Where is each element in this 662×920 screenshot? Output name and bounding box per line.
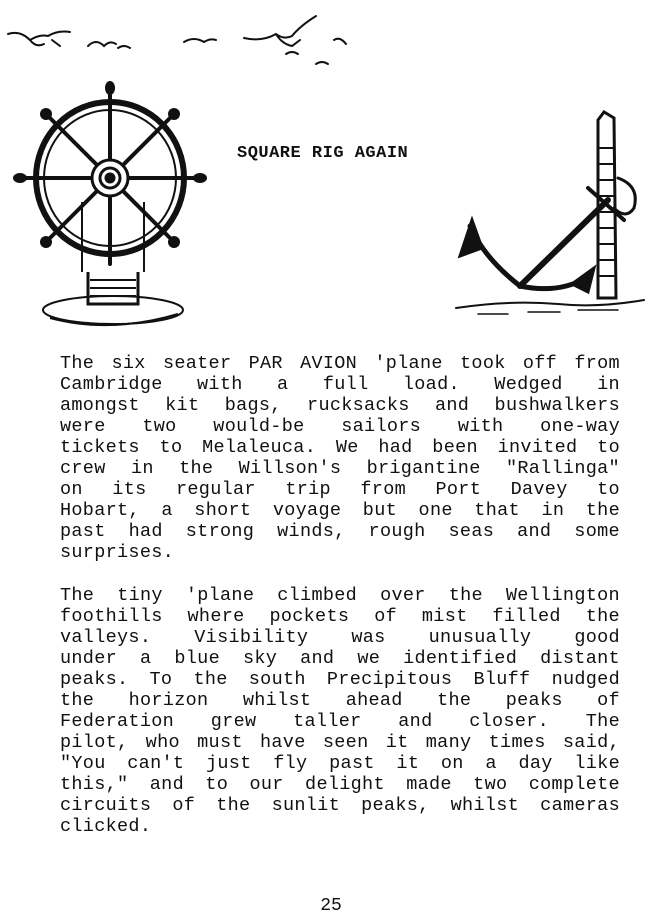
- paragraph-2-line: [60, 627, 620, 648]
- word: seater: [162, 353, 232, 374]
- word: and: [149, 774, 184, 795]
- word: delight: [305, 774, 385, 795]
- word: south: [248, 669, 306, 690]
- word: and: [398, 711, 433, 732]
- word: just: [205, 753, 252, 774]
- word: a: [485, 753, 497, 774]
- paragraph-2-line: [60, 711, 620, 732]
- paragraph-2-line: [60, 669, 620, 690]
- article-title: SQUARE RIG AGAIN: [237, 144, 409, 163]
- word: taller: [293, 711, 362, 732]
- word: many: [425, 732, 472, 753]
- word: were: [60, 416, 106, 437]
- word: strong: [185, 521, 255, 542]
- word: the: [585, 606, 620, 627]
- paragraph-1-line: [60, 416, 620, 437]
- word: short: [194, 500, 252, 521]
- word: foothills: [60, 606, 163, 627]
- word: whilst: [242, 690, 312, 711]
- word: regular: [176, 479, 256, 500]
- word: must: [197, 732, 243, 753]
- word: Bluff: [473, 669, 531, 690]
- word: to: [597, 479, 620, 500]
- word: tiny: [117, 585, 163, 606]
- paragraph-1: [60, 353, 620, 563]
- word: filled: [492, 606, 561, 627]
- word: valleys.: [60, 627, 152, 648]
- word: this,": [60, 774, 129, 795]
- word: closer.: [469, 711, 550, 732]
- word: horizon: [128, 690, 209, 711]
- seagull-8: [316, 62, 328, 64]
- word: kit: [165, 395, 200, 416]
- word: the: [193, 669, 228, 690]
- paragraph-2-line: [60, 648, 620, 669]
- word: Wellington: [505, 585, 620, 606]
- word: have: [260, 732, 306, 753]
- word: a: [277, 374, 289, 395]
- word: two: [142, 416, 177, 437]
- word: invited: [497, 437, 578, 458]
- word: Melaleuca.: [202, 437, 317, 458]
- word: sky: [242, 648, 278, 669]
- paragraph-1-line: [60, 395, 620, 416]
- word: in: [130, 458, 154, 479]
- word: from: [574, 353, 620, 374]
- word: "Rallinga": [505, 458, 620, 479]
- word: been: [432, 437, 478, 458]
- word: Wedged: [494, 374, 563, 395]
- word: nudged: [551, 669, 620, 690]
- word: the: [60, 690, 95, 711]
- word: and: [300, 648, 335, 669]
- word: circuits: [60, 795, 152, 816]
- word: tickets: [60, 437, 140, 458]
- word: pockets: [269, 606, 350, 627]
- seagull-7: [334, 39, 346, 44]
- word: The: [60, 353, 95, 374]
- word: Federation: [60, 711, 175, 732]
- word: that: [474, 500, 520, 521]
- word: day: [518, 753, 553, 774]
- word: voyage: [272, 500, 342, 521]
- word: the: [437, 690, 472, 711]
- paragraph-2-line: [60, 795, 620, 816]
- word: of: [172, 795, 196, 816]
- word: We: [335, 437, 359, 458]
- word: can't: [127, 753, 185, 774]
- word: and: [435, 395, 470, 416]
- word: with: [197, 374, 243, 395]
- word: in: [597, 374, 620, 395]
- word: its: [112, 479, 147, 500]
- word: had: [128, 521, 163, 542]
- word: rough: [368, 521, 426, 542]
- word: Davey: [510, 479, 568, 500]
- word: rucksacks: [307, 395, 410, 416]
- paragraph-2-line: clicked.: [60, 816, 152, 837]
- word: The: [585, 711, 620, 732]
- page-number: 25: [320, 896, 342, 916]
- word: to: [205, 774, 229, 795]
- word: and: [517, 521, 552, 542]
- word: made: [406, 774, 452, 795]
- paragraph-1-line: surprises.: [60, 542, 175, 563]
- word: of: [374, 606, 397, 627]
- word: under: [60, 648, 118, 669]
- word: identified: [403, 648, 518, 669]
- word: on: [440, 753, 464, 774]
- seagulls-illustration: [0, 0, 662, 80]
- word: we: [357, 648, 381, 669]
- paragraph-1-line: [60, 374, 620, 395]
- word: said,: [562, 732, 620, 753]
- word: "You: [60, 753, 106, 774]
- word: fly: [273, 753, 308, 774]
- word: Port: [435, 479, 482, 500]
- word: with: [457, 416, 504, 437]
- word: to: [597, 437, 620, 458]
- word: Precipitous: [326, 669, 453, 690]
- word: The: [60, 585, 95, 606]
- word: sunlit: [271, 795, 340, 816]
- word: brigantine: [366, 458, 481, 479]
- word: unusually: [428, 627, 532, 648]
- word: climbed: [277, 585, 358, 606]
- paragraph-2-line: [60, 690, 620, 711]
- paragraph-1-line: [60, 479, 620, 500]
- word: pilot,: [60, 732, 129, 753]
- word: seas: [448, 521, 495, 542]
- word: Willson's: [238, 458, 342, 479]
- word: good: [574, 627, 620, 648]
- word: bushwalkers: [494, 395, 620, 416]
- word: sailors: [341, 416, 422, 437]
- word: the: [448, 585, 483, 606]
- paragraph-1-line: [60, 458, 620, 479]
- word: who: [145, 732, 180, 753]
- word: the: [585, 500, 620, 521]
- word: load.: [402, 374, 460, 395]
- word: it: [396, 753, 420, 774]
- paragraph-2-line: [60, 606, 620, 627]
- seagull-2: [88, 42, 116, 46]
- word: the: [179, 458, 214, 479]
- word: whilst: [450, 795, 520, 816]
- word: bags,: [224, 395, 282, 416]
- word: some: [574, 521, 620, 542]
- paragraph-1-line: [60, 353, 620, 374]
- word: our: [249, 774, 284, 795]
- ships-wheel-illustration: [10, 82, 205, 337]
- paragraph-2-line: [60, 585, 620, 606]
- word: 'plane: [185, 585, 255, 606]
- seagull-6: [286, 52, 298, 54]
- word: peaks,: [361, 795, 430, 816]
- word: trip: [285, 479, 331, 500]
- word: Visibility: [194, 627, 309, 648]
- word: it: [385, 732, 409, 753]
- word: on: [60, 479, 83, 500]
- word: took: [460, 353, 506, 374]
- word: off: [522, 353, 558, 374]
- seagull-1: [8, 32, 70, 47]
- anchor-illustration: [448, 108, 648, 323]
- paragraph-1-line: [60, 437, 620, 458]
- word: winds,: [277, 521, 346, 542]
- word: two: [473, 774, 508, 795]
- word: like: [574, 753, 620, 774]
- word: Cambridge: [60, 374, 163, 395]
- word: where: [187, 606, 245, 627]
- word: would-be: [213, 416, 305, 437]
- word: from: [360, 479, 407, 500]
- word: but: [362, 500, 398, 521]
- seagull-3: [118, 46, 130, 48]
- word: past: [60, 521, 106, 542]
- word: to: [159, 437, 183, 458]
- word: times: [488, 732, 546, 753]
- word: amongst: [60, 395, 140, 416]
- word: past: [329, 753, 375, 774]
- word: six: [111, 353, 146, 374]
- seagull-5: [244, 16, 316, 46]
- word: cameras: [540, 795, 620, 816]
- word: was: [351, 627, 386, 648]
- word: one-way: [540, 416, 620, 437]
- word: To: [149, 669, 173, 690]
- word: crew: [60, 458, 106, 479]
- word: peaks: [505, 690, 563, 711]
- word: the: [216, 795, 251, 816]
- seagull-4: [184, 39, 216, 42]
- word: mist: [421, 606, 468, 627]
- word: blue: [174, 648, 220, 669]
- word: in: [541, 500, 565, 521]
- paragraph-2: [60, 585, 620, 837]
- paragraph-2-line: [60, 732, 620, 753]
- paragraph-1-line: [60, 500, 620, 521]
- word: peaks.: [60, 669, 129, 690]
- word: seen: [322, 732, 369, 753]
- word: had: [378, 437, 413, 458]
- word: a: [161, 500, 173, 521]
- word: full: [322, 374, 369, 395]
- paragraph-2-line: [60, 753, 620, 774]
- word: one: [418, 500, 453, 521]
- word: distant: [540, 648, 620, 669]
- word: PAR: [248, 353, 283, 374]
- paragraph-2-line: [60, 774, 620, 795]
- word: over: [380, 585, 426, 606]
- word: ahead: [345, 690, 403, 711]
- word: 'plane: [374, 353, 443, 374]
- word: Hobart,: [60, 500, 140, 521]
- word: a: [139, 648, 152, 669]
- word: grew: [210, 711, 257, 732]
- word: complete: [528, 774, 620, 795]
- word: AVION: [300, 353, 358, 374]
- word: of: [597, 690, 620, 711]
- paragraph-1-line: [60, 521, 620, 542]
